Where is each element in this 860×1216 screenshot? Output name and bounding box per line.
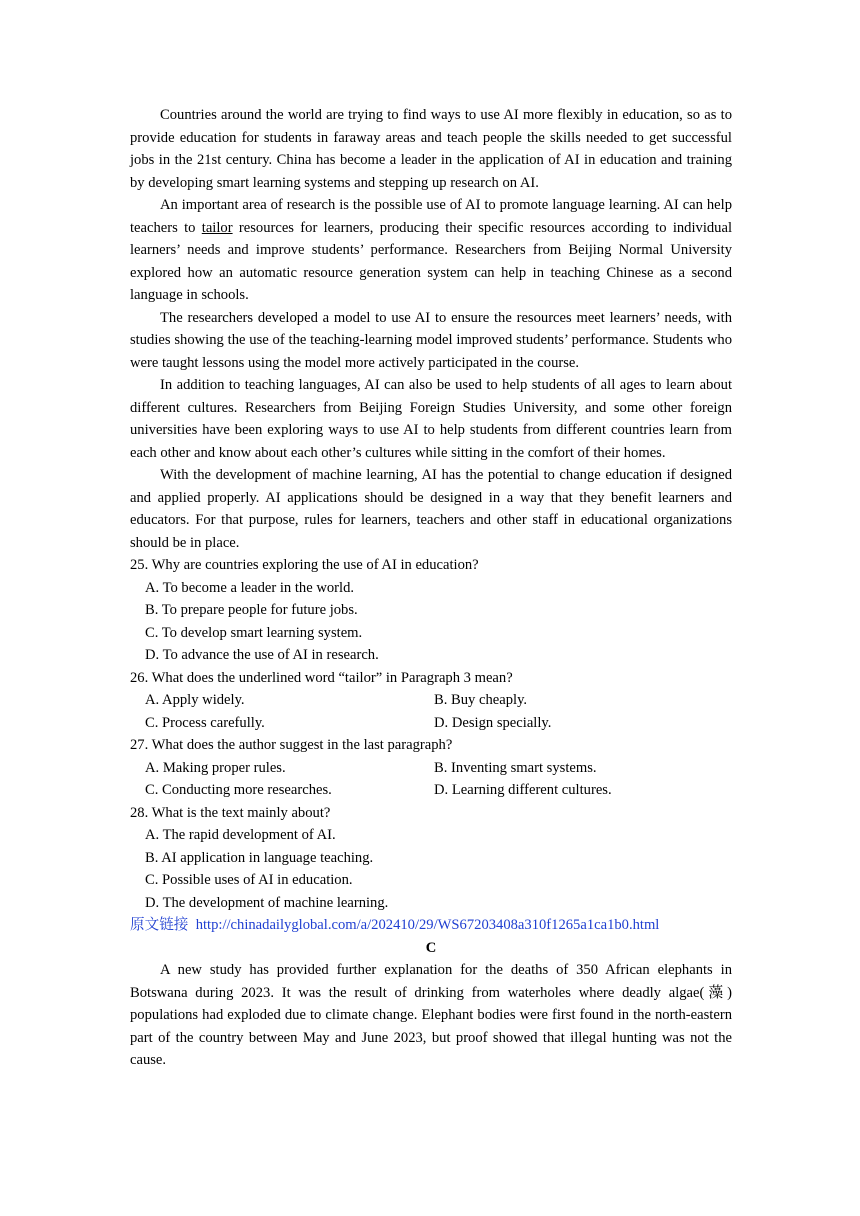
question-25-option-a: A. To become a leader in the world.: [145, 579, 355, 596]
question-26-option-b: B. Buy cheaply.: [434, 692, 528, 708]
passage-paragraph-4: In addition to teaching languages, AI can also be used to help students of all ages to learn about different cultures. Researchers from Beijing Foreign Studies University, and some other foreign universities have been exploring ways to use AI to help students from different countries learn from each other and know about each other’s cultures while sitting in the comfort of their homes.: [130, 377, 732, 461]
question-26-option-a: A. Apply widely.: [145, 692, 245, 708]
question-27-option-b: B. Inventing smart systems.: [434, 759, 597, 776]
question-27-option-c: C. Conducting more researches.: [145, 782, 332, 798]
question-25-option-d: D. To advance the use of AI in research.: [145, 647, 379, 663]
question-27-row-2: [130, 779, 732, 802]
section-c-paragraph-1: A new study has provided further explanation for the deaths of 350 African elephants in Botswana during 2023. It was the result of drinking from waterholes where deadly algae(藻) populations had exploded due to climate change. Elephant bodies were first found in the north-eastern part of the country between May and June 2023, but proof showed that illegal hunting was not the cause.: [130, 962, 732, 1068]
question-26-option-d: D. Design specially.: [434, 714, 552, 731]
question-28-option-d: D. The development of machine learning.: [145, 894, 389, 911]
underlined-word-tailor: tailor: [201, 219, 233, 236]
question-28-option-b: B. AI application in language teaching.: [145, 849, 374, 866]
question-25-option-b: B. To prepare people for future jobs.: [145, 602, 358, 618]
question-28-stem: 28. What is the text mainly about?: [130, 804, 331, 821]
question-28-option-a: A. The rapid development of AI.: [145, 827, 336, 843]
passage-paragraph-2: [130, 194, 732, 307]
question-25-option-c: C. To develop smart learning system.: [145, 624, 363, 641]
paragraph-2-before: An important area of research is the possible use of AI to promote language learning. AI can help teachers to: [130, 197, 732, 236]
question-27-option-d: D. Learning different cultures.: [434, 782, 612, 798]
passage-paragraph-1: Countries around the world are trying to find ways to use AI more flexibly in education, so as to provide education for students in faraway areas and teach people the skills needed to get successful jobs in the 21st century. China has become a leader in the application of AI in education and training by developing smart learning systems and stepping up research on AI.: [130, 107, 732, 191]
paragraph-2-after: resources for learners, producing their specific resources according to individual learners’ needs and improve students’ performance. Researchers from Beijing Normal University explored how an automatic resource generation system can help in teaching Chinese as a second language in schools.: [130, 219, 733, 303]
question-26-option-c: C. Process carefully.: [145, 714, 265, 731]
question-26-row-1: [130, 689, 732, 712]
passage-paragraph-5: With the development of machine learning, AI has the potential to change education if designed and applied properly. AI applications should be designed in a way that they benefit learners and educators. For that purpose, rules for learners, teachers and other staff in educational organizations should be in place.: [130, 467, 732, 551]
source-link-url[interactable]: http://chinadailyglobal.com/a/202410/29/WS67203408a310f1265a1ca1b0.html: [195, 917, 660, 933]
question-27-option-a: A. Making proper rules.: [145, 759, 286, 776]
question-27-row-1: [130, 757, 732, 780]
source-link-line[interactable]: [130, 914, 732, 937]
question-26-stem: 26. What does the underlined word “tailor” in Paragraph 3 mean?: [130, 669, 513, 686]
passage-paragraph-3: The researchers developed a model to use AI to ensure the resources meet learners’ needs, with studies showing the use of the teaching-learning model improved students’ performance. Students who were taught lessons using the model more actively participated in the course.: [130, 309, 732, 371]
section-c-heading: C: [425, 939, 437, 956]
source-link-label: 原文链接: [130, 917, 189, 933]
question-26-row-2: [130, 712, 732, 735]
question-28-option-c: C. Possible uses of AI in education.: [145, 872, 353, 888]
question-27-stem: 27. What does the author suggest in the last paragraph?: [130, 737, 453, 753]
document-page: [130, 104, 732, 1072]
question-25-stem: 25. Why are countries exploring the use of AI in education?: [130, 557, 479, 573]
